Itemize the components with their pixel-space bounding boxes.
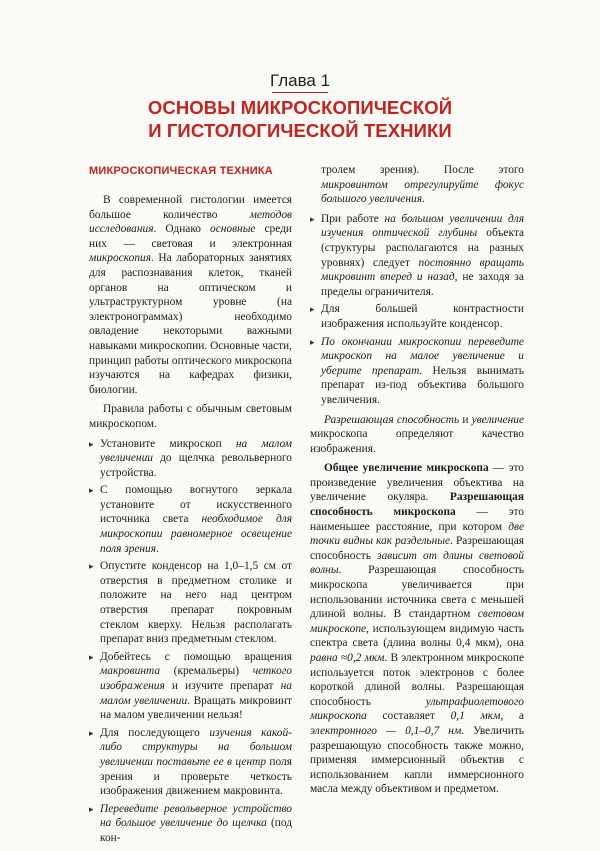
list-item: ▸ Переведите револьверное устройство на большое увеличение до щелчка (под кон- <box>89 802 292 844</box>
bullet-triangle-icon: ▸ <box>89 803 94 814</box>
rules-heading-paragraph: Правила работы с обычным световым микроскопом. <box>89 403 292 430</box>
bullet-triangle-icon: ▸ <box>310 304 315 315</box>
bullet-triangle-icon: ▸ <box>89 727 94 738</box>
quality-paragraph: Разрешающая способность и увеличение микроскопа определяют качество изображения. <box>310 413 524 455</box>
intro-paragraph: В современной гистологии имеется большое количество методов исследования. Однако основные среди них — световая и электронная микроскопия. На лабораторных занятиях для распознавания клеток, тканей органов на оптическом и ультраструктурном уровне (на электронограммах) необходимо овладение некоторыми важными навыками микроскопии. Основные части, принцип работы оптического микроскопа изучаются на кафедрах физики, биологии. <box>89 194 292 396</box>
list-item: ▸ Для большей контрастности изображения используйте конденсор. <box>310 303 524 330</box>
list-item: ▸ При работе на большом увеличении для изучения оптической глубины объекта (структуры располагаются на разных уровнях) следует постоянно вращать микровинт вперед и назад, не заходя за пределы ограничителя. <box>310 212 525 298</box>
right-column <box>310 163 524 802</box>
chapter-underline <box>272 92 328 93</box>
bullet-triangle-icon: ▸ <box>310 336 315 347</box>
list-item: ▸ Добейтесь с помощью вращения макровинта (кремальеры) четкого изображения и изучите препарат на малом увеличении. Вращать микровинт на малом увеличении нельзя! <box>89 650 292 722</box>
list-item: ▸ Для последующего изучения какой-либо структуры на большом увеличении поставьте ее в центр поля зрения и проверьте четкость изображения движением макровинта. <box>89 726 292 798</box>
section-title: МИКРОСКОПИЧЕСКАЯ ТЕХНИКА <box>89 165 273 177</box>
magnification-resolution-paragraph: Общее увеличение микроскопа — это произведение увеличения объектива на увеличение окуляра. Разрешающая способность микроскопа — это наименьшее расстояние, при котором две точки видны как раздельные. Разрешающая способность зависит от длины световой волны. Разрешающая способность микроскопа увеличивается при использовании источника света с меньшей длиной волны. В стандартном световом микроскопе, использующем видимую часть спектра света (длина волны 0,4 мкм), она равна ≈0,2 мкм. В электронном микроскопе используется поток электронов с более короткой длиной волны. Разрешающая способность ультрафиолетового микроскопа составляет 0,1 мкм, а электронного — 0,1–0,7 нм. Увеличить разрешающую способность также можно, применяя иммерсионный объектив с использованием капли иммерсионного масла между объективом и предметом. <box>310 462 525 796</box>
list-item: ▸ Опустите конденсор на 1,0–1,5 см от отверстия в предметном столике и положите на него над центром отверстия препарат покровным стеклом кверху. Нельзя располагать препарат вниз предметным стеклом. <box>89 560 292 646</box>
bullet-triangle-icon: ▸ <box>89 651 94 662</box>
rules-list <box>89 437 292 846</box>
rules-list-continued <box>310 212 524 408</box>
list-item: ▸ Установите микроскоп на малом увеличении до щелчка револьверного устройства. <box>89 437 293 479</box>
bullet-triangle-icon: ▸ <box>310 213 315 224</box>
list-item: ▸ С помощью вогнутого зеркала установите от искусственного источника света необходимое для микроскопии равномерное освещение поля зрения. <box>89 484 292 555</box>
chapter-title <box>80 96 520 142</box>
chapter-label: Глава 1 <box>269 71 331 90</box>
bullet-triangle-icon: ▸ <box>89 561 94 572</box>
continued-paragraph: тролем зрения). После этого микровинтом отрегулируйте фокус большого увеличения. <box>321 164 524 206</box>
chapter-title-line-1: ОСНОВЫ МИКРОСКОПИЧЕСКОЙ <box>147 97 453 118</box>
bullet-triangle-icon: ▸ <box>89 485 94 496</box>
bullet-triangle-icon: ▸ <box>89 438 94 449</box>
left-column <box>89 160 292 851</box>
list-item: ▸ По окончании микроскопии переведите микроскоп на малое увеличение и уберите препарат. Нельзя вынимать препарат из-под объектива большого увеличения. <box>310 335 524 406</box>
chapter-title-line-2: И ГИСТОЛОГИЧЕСКОЙ ТЕХНИКИ <box>148 120 452 141</box>
